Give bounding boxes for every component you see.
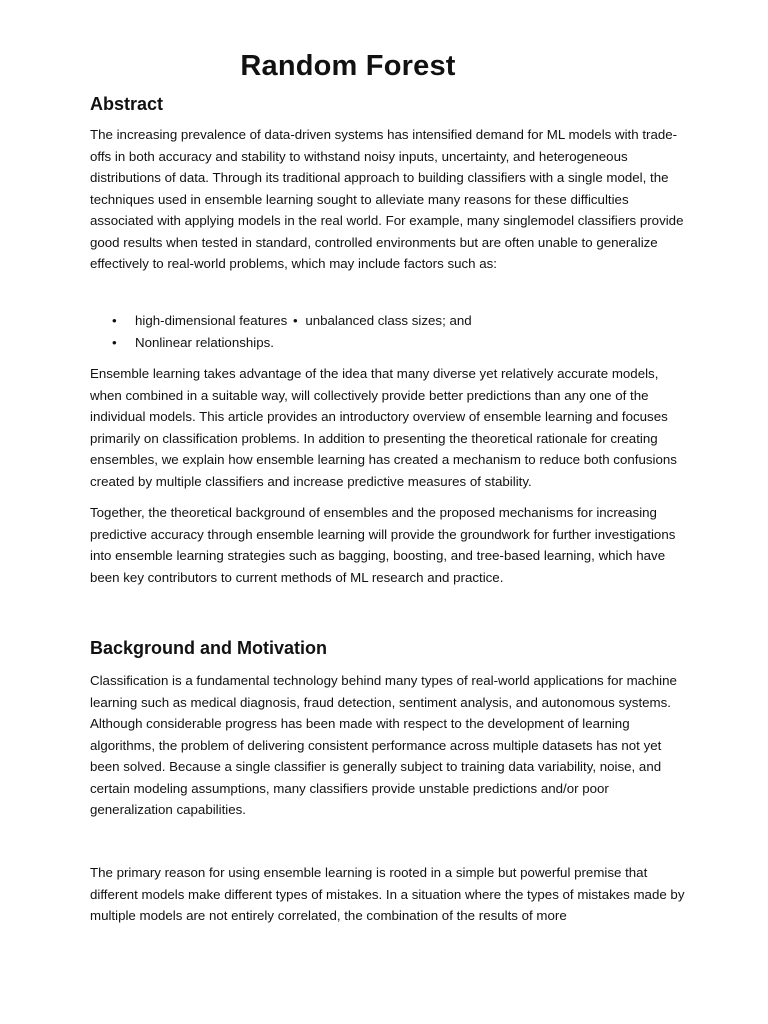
background-paragraph-2: The primary reason for using ensemble learning is rooted in a simple but powerful premise that different models make different types of mistakes. In a situation where the types of mistakes made by multiple models are not entirely correlated, the combination of the results of more	[90, 865, 685, 923]
abstract-paragraph-2: Ensemble learning takes advantage of the idea that many diverse yet relatively accurate models, when combined in a suitable way, will collectively provide better predictions than any one of the individual models. This article provides an introductory overview of ensemble learning and focuses primarily on classification problems. In addition to presenting the theoretical rationale for creating ensembles, we explain how ensemble learning has created a mechanism to reduce both confusions created by multiple classifiers and increase predictive measures of stability.	[90, 366, 677, 489]
list-item	[90, 310, 690, 332]
bullet-text-high-dimensional: high-dimensional features	[135, 313, 288, 328]
bullet-marker: •	[112, 334, 117, 350]
abstract-paragraph-3: Together, the theoretical background of ensembles and the proposed mechanisms for increasing predictive accuracy through ensemble learning will provide the groundwork for further investigations into ensemble learning strategies such as bagging, boosting, and tree-based learning, which have been key contributors to current methods of ML research and practice.	[90, 505, 676, 585]
bullet-text-unbalanced: unbalanced class sizes; and	[305, 313, 472, 328]
bullet-marker: •	[112, 313, 117, 328]
background-paragraph-1: Classification is a fundamental technology behind many types of real-world applications for machine learning such as medical diagnosis, fraud detection, sentiment analysis, and autonomous systems. Although considerable progress has been made with respect to the development of learning algorithms, the problem of delivering consistent performance across multiple datasets has not yet been solved. Because a single classifier is generally subject to training data variability, noise, and certain modeling assumptions, many classifiers provide unstable predictions and/or poor generalization capabilities.	[90, 673, 677, 817]
abstract-heading: Abstract	[90, 94, 164, 114]
factors-bullet-list	[90, 310, 690, 353]
list-item	[90, 332, 690, 354]
abstract-paragraph-1: The increasing prevalence of data-driven systems has intensified demand for ML models with trade-offs in both accuracy and stability to withstand noisy inputs, uncertainty, and heterogeneous distributions of data. Through its traditional approach to building classifiers with a single model, the techniques used in ensemble learning sought to alleviate many reasons for these difficulties associated with applying models in the real world. For example, many singlemodel classifiers provide good results when tested in standard, controlled environments but are often unable to generalize effectively to real-world problems, which may include factors such as:	[90, 127, 684, 271]
page-title: Random Forest	[240, 50, 456, 82]
background-heading: Background and Motivation	[90, 638, 328, 658]
inline-bullet-marker: •	[292, 313, 298, 328]
bullet-text-nonlinear: Nonlinear relationships.	[135, 334, 274, 350]
